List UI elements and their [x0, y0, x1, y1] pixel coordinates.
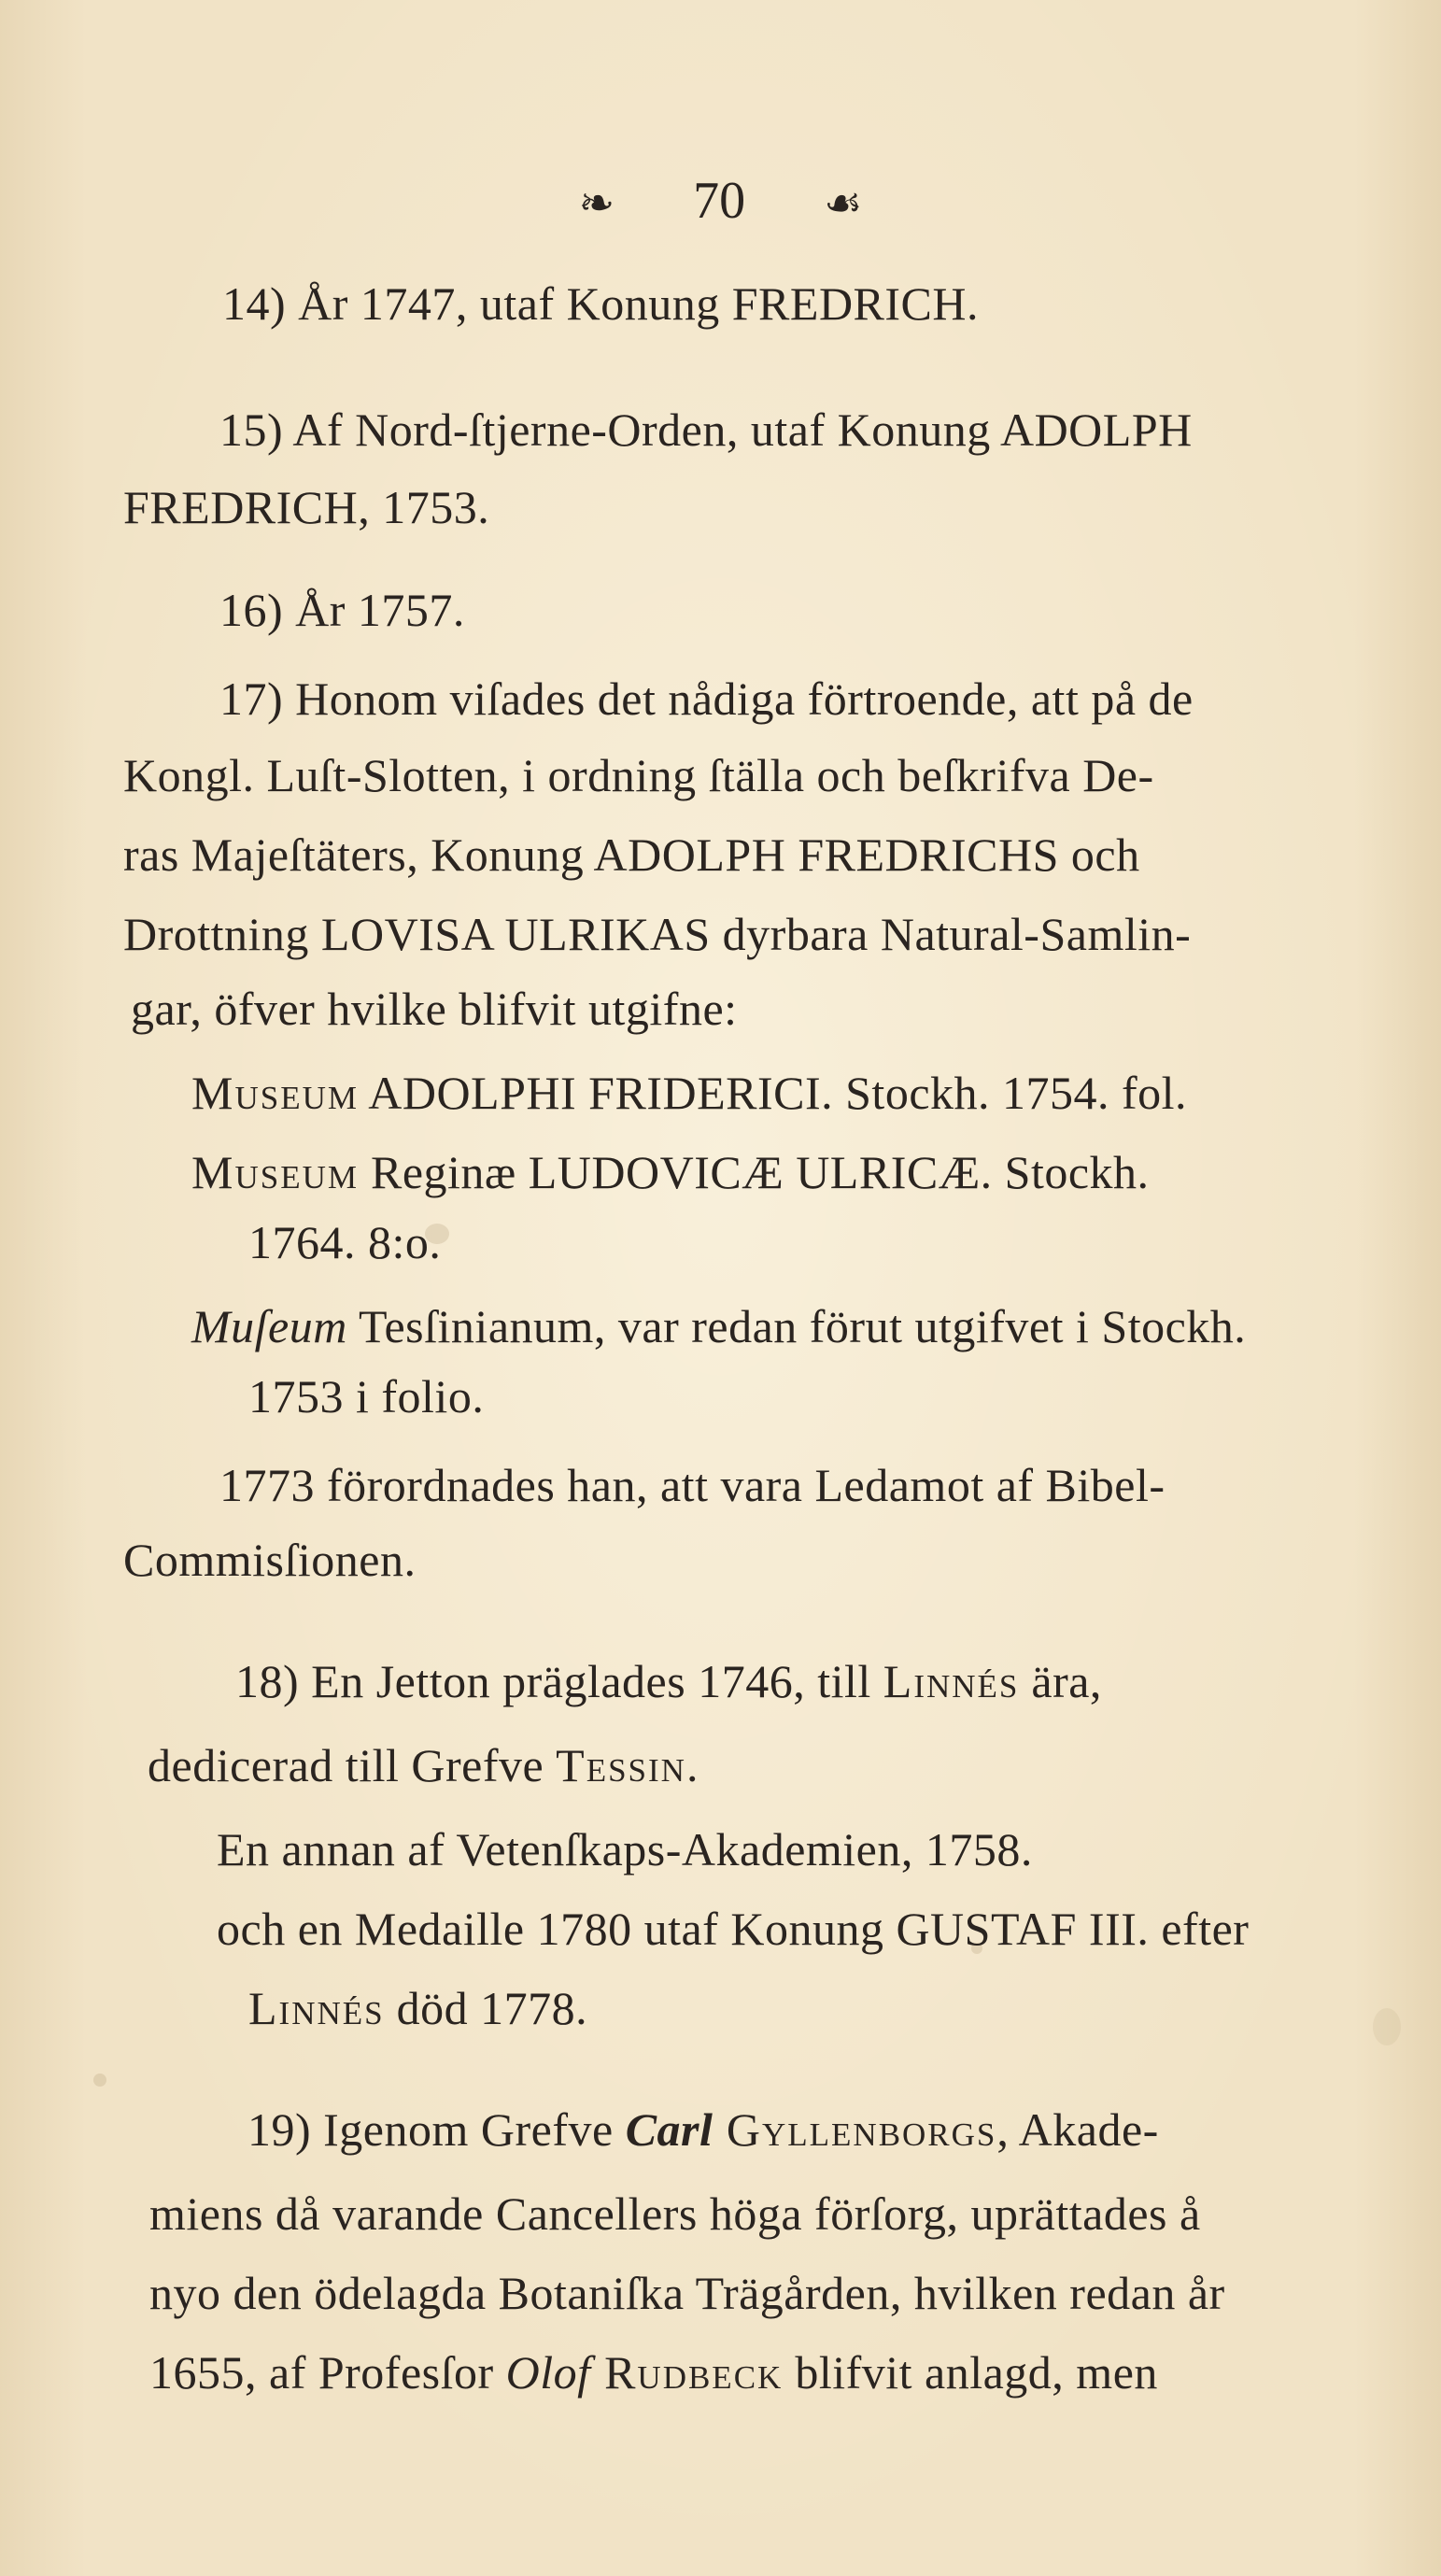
text-line: gar, öfver hvilke blifvit utgifne: [131, 983, 738, 1035]
text-line: 1764. 8:o. [248, 1216, 442, 1268]
small-caps-word: Linnés [883, 1655, 1020, 1707]
page-header [0, 168, 1441, 236]
right-ornament-icon: ☙ [824, 179, 863, 227]
text-line: och en Medaille 1780 utaf Konung GUSTAF III. efter [217, 1903, 1250, 1955]
text-span: ära, [1019, 1655, 1102, 1707]
text-line [191, 1298, 1246, 1354]
text-span: . [685, 1739, 699, 1791]
text-line: Kongl. Luſt-Slotten, i ordning ſtälla och beſkrifva De- [123, 749, 1154, 801]
text-line: Commisſionen. [123, 1534, 417, 1586]
text-span: Tesſinianum, var redan förut utgifvet i Stockh. [346, 1300, 1247, 1352]
text-span: 18) En Jetton präglades 1746, till [235, 1655, 883, 1707]
text-span: , Akade- [996, 2103, 1159, 2156]
text-span: Reginæ LUDOVICÆ ULRICÆ. Stockh. [358, 1146, 1150, 1198]
text-line [148, 1737, 699, 1793]
text-line: nyo den ödelagda Botaniſka Trägården, hvilken redan år [149, 2267, 1225, 2319]
text-line: 1753 i folio. [248, 1370, 485, 1422]
small-caps-word: Rudbeck [590, 2346, 784, 2399]
text-line: ras Majeſtäters, Konung ADOLPH FREDRICHS och [123, 828, 1140, 881]
italic-word: Olof [505, 2346, 591, 2399]
text-line [191, 1065, 1187, 1121]
foxing-spot [93, 2074, 106, 2087]
small-caps-word: Linnés [248, 1982, 385, 2034]
text-line: Drottning LOVISA ULRIKAS dyrbara Natural-Samlin- [123, 908, 1192, 960]
text-line [235, 1653, 1102, 1709]
text-line [191, 1144, 1150, 1200]
text-line: 1773 förordnades han, att vara Ledamot af Bibel- [219, 1459, 1166, 1511]
text-span: 19) Igenom Grefve [247, 2103, 626, 2156]
text-span: blifvit anlagd, men [783, 2346, 1158, 2399]
italic-word: Muſeum [191, 1300, 347, 1352]
small-caps-word: Gyllenborgs [713, 2103, 997, 2156]
small-caps-word: Museum [191, 1146, 359, 1198]
text-line: FREDRICH, 1753. [123, 481, 490, 533]
text-line: 16) År 1757. [219, 584, 465, 636]
foxing-spot [1373, 2008, 1401, 2045]
small-caps-word: Tessin [556, 1739, 686, 1791]
text-span: dedicerad till Grefve [148, 1739, 557, 1791]
small-caps-word: Museum [191, 1067, 359, 1119]
page-number: 70 [693, 172, 746, 230]
text-line: En annan af Vetenſkaps-Akademien, 1758. [217, 1823, 1033, 1875]
text-line: 15) Af Nord-ſtjerne-Orden, utaf Konung ADOLPH [219, 403, 1193, 456]
italic-word: Carl [625, 2103, 713, 2156]
text-line: 17) Honom viſades det nådiga förtroende, att på de [219, 672, 1194, 725]
left-ornament-icon: ❧ [578, 179, 615, 227]
text-span: 1655, af Profesſor [149, 2346, 506, 2399]
text-span: ADOLPHI FRIDERICI. Stockh. 1754. fol. [358, 1067, 1188, 1119]
text-line: 14) År 1747, utaf Konung FREDRICH. [222, 277, 980, 330]
text-line [248, 1980, 587, 2036]
text-span: död 1778. [384, 1982, 588, 2034]
text-line [247, 2102, 1159, 2158]
text-line [149, 2344, 1158, 2400]
text-line: miens då varande Cancellers höga förſorg, uprättades å [149, 2187, 1201, 2240]
